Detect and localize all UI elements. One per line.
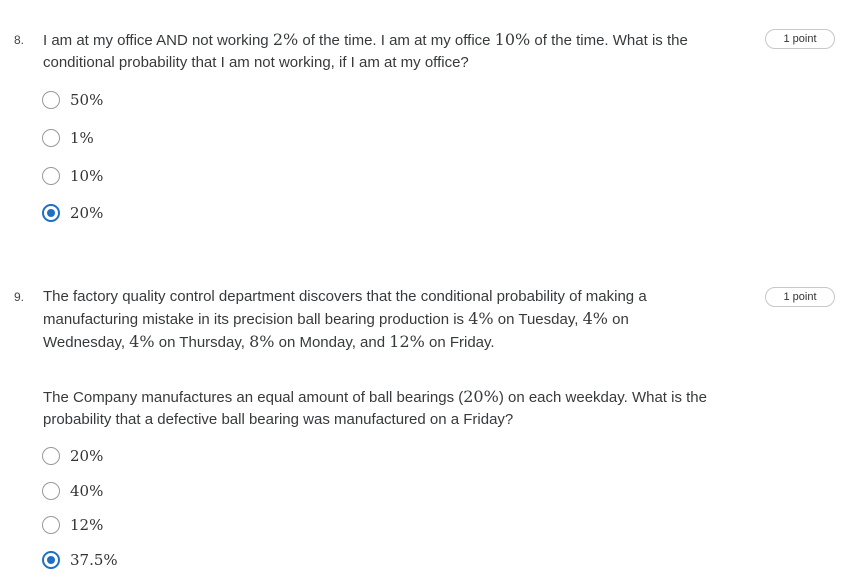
text-segment: on Thursday,: [154, 334, 250, 351]
text-segment: on Monday, and: [274, 334, 390, 351]
math-value: 10%: [494, 30, 531, 49]
math-value: 2%: [272, 30, 299, 49]
radio-button[interactable]: [42, 167, 60, 185]
points-badge: 1 point: [765, 287, 835, 307]
text-segment: The factory quality control department discovers that the conditional probability of making a manufacturing mistake in its precision ball bearing production is: [43, 288, 647, 328]
option-label: 20%: [70, 447, 104, 465]
option-radio-selected[interactable]: [42, 549, 118, 571]
radio-button-checked[interactable]: [42, 204, 60, 222]
points-badge: 1 point: [765, 29, 835, 49]
option-radio[interactable]: [42, 127, 94, 149]
option-label: 40%: [70, 482, 104, 500]
text-segment: The Company manufactures an equal amount of ball bearings (: [43, 389, 464, 406]
text-segment: on Friday.: [424, 334, 495, 351]
radio-button[interactable]: [42, 447, 60, 465]
radio-button[interactable]: [42, 482, 60, 500]
radio-button[interactable]: [42, 91, 60, 109]
radio-button[interactable]: [42, 129, 60, 147]
option-radio[interactable]: [42, 165, 103, 187]
option-label: 10%: [70, 167, 104, 185]
question-number: 8.: [14, 33, 25, 47]
math-value: 8%: [249, 332, 275, 351]
option-radio[interactable]: [42, 514, 103, 536]
option-label: 50%: [70, 91, 104, 109]
question-text-2: [43, 386, 733, 431]
text-segment: I am at my office AND not working: [43, 32, 273, 49]
text-segment: of the time. I am at my office: [298, 32, 495, 49]
text-segment: on Wednesday,: [43, 311, 629, 351]
option-radio-selected[interactable]: [42, 202, 103, 224]
math-value: 12%: [389, 332, 425, 351]
option-label: 12%: [70, 516, 104, 534]
text-segment: on Tuesday,: [493, 311, 583, 328]
text-segment: ) on each weekday. What is the probability that a defective ball bearing was manufactured on a Friday?: [43, 389, 707, 428]
math-value: 4%: [129, 332, 155, 351]
radio-button[interactable]: [42, 516, 60, 534]
question-text: [43, 286, 703, 354]
math-value: 4%: [582, 309, 608, 328]
option-label: 37.5%: [70, 551, 118, 569]
option-radio[interactable]: [42, 89, 103, 111]
option-radio[interactable]: [42, 445, 103, 467]
option-label: 20%: [70, 204, 104, 222]
math-value: 20%: [463, 387, 499, 406]
option-radio[interactable]: [42, 480, 103, 502]
math-value: 4%: [468, 309, 494, 328]
question-number: 9.: [14, 290, 25, 304]
option-label: 1%: [70, 129, 94, 147]
text-segment: of the time. What is the conditional probability that I am not working, if I am at my office?: [43, 32, 688, 71]
question-text: [43, 29, 733, 74]
radio-button-checked[interactable]: [42, 551, 60, 569]
